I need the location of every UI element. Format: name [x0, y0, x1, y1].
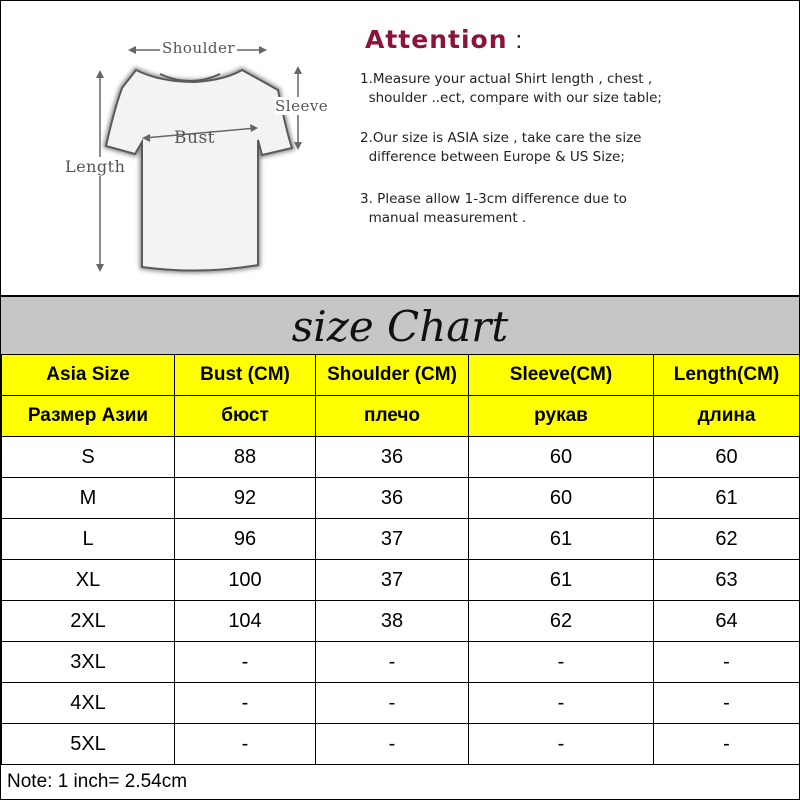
shoulder-cell: - — [316, 683, 469, 724]
size-cell: L — [2, 519, 175, 560]
shoulder-cell: 37 — [316, 519, 469, 560]
size-chart-title-band — [1, 295, 799, 356]
size-table — [1, 354, 800, 765]
header-cell: Asia Size — [2, 355, 175, 396]
header-cell-ru: длина — [654, 396, 800, 437]
bust-cell: 96 — [175, 519, 316, 560]
length-label: Length — [65, 157, 126, 176]
note-3: 3. Please allow 1-3cm difference due to manual measurement . — [360, 191, 627, 226]
length-cell: 62 — [654, 519, 800, 560]
length-cell: 64 — [654, 601, 800, 642]
header-cell-ru: плечо — [316, 396, 469, 437]
shirt-icon — [60, 30, 350, 280]
table-row — [2, 437, 800, 478]
header-cell: Sleeve(CM) — [469, 355, 654, 396]
table-row — [2, 478, 800, 519]
bust-cell: - — [175, 642, 316, 683]
header-cell: Length(CM) — [654, 355, 800, 396]
size-cell: M — [2, 478, 175, 519]
shoulder-cell: - — [316, 724, 469, 765]
note-1: 1.Measure your actual Shirt length , chest , shoulder ..ect, compare with our size table; — [360, 71, 662, 106]
table-row — [2, 601, 800, 642]
size-cell: 4XL — [2, 683, 175, 724]
shirt-diagram — [60, 30, 350, 280]
sleeve-cell: - — [469, 642, 654, 683]
header-row — [2, 355, 800, 396]
length-cell: - — [654, 724, 800, 765]
size-cell: 3XL — [2, 642, 175, 683]
length-cell: 61 — [654, 478, 800, 519]
header-cell-ru: Размер Азии — [2, 396, 175, 437]
size-cell: XL — [2, 560, 175, 601]
shoulder-label: Shoulder — [162, 39, 236, 57]
sleeve-cell: 62 — [469, 601, 654, 642]
bust-cell: 88 — [175, 437, 316, 478]
length-cell: - — [654, 642, 800, 683]
length-cell: 60 — [654, 437, 800, 478]
size-chart-title: size Chart — [291, 302, 509, 351]
bust-cell: - — [175, 683, 316, 724]
sleeve-cell: 61 — [469, 519, 654, 560]
size-cell: S — [2, 437, 175, 478]
sleeve-cell: 60 — [469, 478, 654, 519]
shoulder-cell: - — [316, 642, 469, 683]
shoulder-cell: 38 — [316, 601, 469, 642]
size-cell: 2XL — [2, 601, 175, 642]
bust-label: Bust — [174, 128, 215, 148]
header-row-ru — [2, 396, 800, 437]
conversion-note: Note: 1 inch= 2.54cm — [1, 764, 797, 798]
table-row — [2, 560, 800, 601]
bust-cell: - — [175, 724, 316, 765]
table-row — [2, 683, 800, 724]
length-cell: - — [654, 683, 800, 724]
sleeve-cell: 61 — [469, 560, 654, 601]
attention-title: Attention — [365, 25, 508, 54]
size-cell: 5XL — [2, 724, 175, 765]
sleeve-cell: - — [469, 724, 654, 765]
bust-cell: 92 — [175, 478, 316, 519]
length-cell: 63 — [654, 560, 800, 601]
sleeve-cell: - — [469, 683, 654, 724]
table-row — [2, 519, 800, 560]
note-2: 2.Our size is ASIA size , take care the size difference between Europe & US Size; — [360, 130, 642, 165]
table-row — [2, 724, 800, 765]
header-cell: Bust (CM) — [175, 355, 316, 396]
shoulder-cell: 36 — [316, 478, 469, 519]
shoulder-cell: 36 — [316, 437, 469, 478]
table-row — [2, 642, 800, 683]
bust-cell: 104 — [175, 601, 316, 642]
bust-cell: 100 — [175, 560, 316, 601]
sleeve-label: Sleeve — [275, 97, 329, 115]
header-cell: Shoulder (CM) — [316, 355, 469, 396]
attention-heading — [365, 25, 522, 55]
header-cell-ru: рукав — [469, 396, 654, 437]
shoulder-cell: 37 — [316, 560, 469, 601]
attention-colon: : — [515, 27, 523, 54]
sleeve-cell: 60 — [469, 437, 654, 478]
header-cell-ru: бюст — [175, 396, 316, 437]
